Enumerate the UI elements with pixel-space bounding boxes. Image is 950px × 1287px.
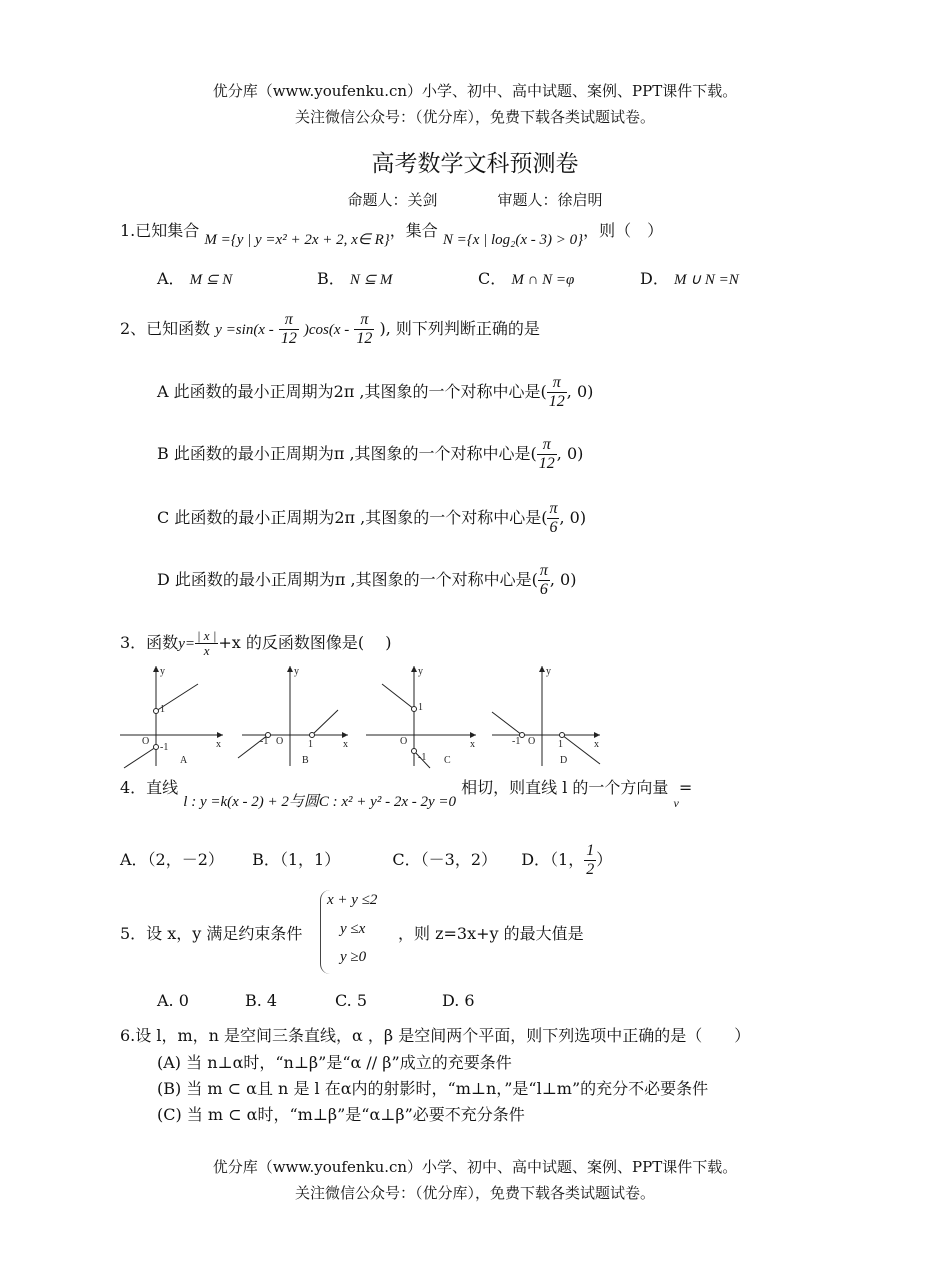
q3-a-letter: A: [180, 755, 188, 766]
q3-c-letter: C: [444, 755, 451, 766]
q3-a-label-y: y: [160, 666, 165, 677]
q2-option-b-num: π: [537, 436, 557, 455]
q4-options: [120, 840, 612, 880]
q1-option-b-expr: N ⊆ M: [349, 272, 393, 288]
q3-y: y=: [178, 636, 195, 652]
q2-option-c-text: C 此函数的最小正周期为2π ,其图象的一个对称中心是: [157, 508, 542, 527]
q2-frac-1: [279, 311, 299, 347]
q2-option-d-close: , 0): [549, 570, 577, 589]
q3-c-label-x: x: [470, 739, 475, 750]
q1-option-d-label: D．: [640, 269, 669, 288]
q2-frac-1-num: π: [279, 311, 299, 330]
q2-option-c-num: π: [549, 500, 558, 518]
q2-option-a-frac: [547, 374, 567, 410]
q3-d-letter: D: [560, 755, 568, 766]
q3-d-label-x: x: [594, 739, 599, 750]
q1-option-b: [317, 266, 392, 289]
q3-c-label-m1: -1: [418, 752, 427, 763]
q3-c-label-y: y: [418, 666, 423, 677]
q5-prefix: 5．设 x，y 满足约束条件: [120, 924, 303, 943]
header-line-1: 优分库（www.youfenku.cn）小学、初中、高中试题、案例、PPT课件下载。: [212, 82, 738, 100]
q3-a-label-x: x: [216, 739, 221, 750]
q1-option-d: [640, 266, 739, 289]
q2-frac-1-den: 12: [280, 330, 297, 347]
q4-option-d: D．（1，: [521, 850, 585, 869]
q3-d-label-1: 1: [558, 739, 563, 750]
q1-option-c: [478, 266, 574, 289]
q2-option-c-den: 6: [549, 519, 558, 536]
q1-option-b-label: B．: [317, 269, 345, 288]
q4-option-b: B．（1，1）: [252, 850, 341, 869]
q6-option-b: (B) 当 m ⊂ α且 n 是 l 在α内的射影时，“m⊥n，”是“l⊥m”的充分不必要条件: [157, 1079, 709, 1098]
q4-option-d-close: ）: [596, 850, 613, 869]
q3-b-letter: B: [302, 755, 309, 766]
q3-d-label-o: O: [528, 736, 536, 747]
q1-option-a: [157, 266, 232, 289]
q2-option-b-open: (: [530, 444, 537, 463]
q6-option-a: (A) 当 n⊥α时，“n⊥β”是“α // β”成立的充要条件: [157, 1053, 512, 1072]
q5-constraint-3: y ≥0: [340, 949, 367, 965]
q5-constraint-1: x + y ≤2: [327, 892, 378, 908]
q3-b-label-m1: -1: [260, 736, 269, 747]
q4-half-den: 2: [586, 861, 595, 878]
q3-b-label-1: 1: [308, 739, 313, 750]
q3-graph-c: [366, 666, 476, 768]
q1-set-m: M ={y | y =x² + 2x + 2, x∈ R}: [204, 232, 390, 248]
q1-option-c-label: C．: [478, 269, 507, 288]
q3-a-label-m1: -1: [160, 742, 169, 753]
q4-vector: v: [673, 796, 679, 810]
q2-prefix: 2、已知函数: [120, 319, 211, 338]
q3-a-label-o: O: [142, 736, 150, 747]
q2-option-a-text: A 此函数的最小正周期为2π ,其图象的一个对称中心是: [157, 382, 541, 401]
q3-a-label-1: 1: [160, 704, 165, 715]
q2-option-a-num: π: [547, 374, 567, 393]
q3-frac: [195, 629, 218, 659]
q3-graph-d: [492, 666, 600, 766]
q6-option-c: (C) 当 m ⊂ α时，“m⊥β”是“α⊥β”必要不充分条件: [157, 1105, 525, 1124]
q2-option-b-text: B 此函数的最小正周期为π ,其图象的一个对称中心是: [157, 444, 531, 463]
q2-option-b-den: 12: [538, 455, 555, 472]
q2-option-a-den: 12: [548, 393, 565, 410]
q3-b-label-y: y: [294, 666, 299, 677]
q3-prefix: 3．函数: [120, 633, 179, 652]
q2-option-d-frac: [538, 562, 550, 598]
q1-option-c-expr: M ∩ N =φ: [511, 272, 575, 288]
q5-option-c: C. 5: [335, 991, 368, 1010]
q2-option-a-close: , 0): [566, 382, 594, 401]
header-line-2: 关注微信公众号：（优分库），免费下载各类试题试卷。: [294, 108, 655, 126]
q3-b-label-o: O: [276, 736, 284, 747]
q4-stem: [120, 775, 693, 810]
q2-option-c-frac: [547, 500, 559, 536]
q2-stem: [120, 305, 540, 354]
q1-option-d-expr: M ∪ N =N: [673, 272, 739, 288]
q2-option-b: [157, 430, 583, 478]
q2-option-d-den: 6: [539, 581, 548, 598]
page-title: 高考数学文科预测卷: [371, 151, 579, 177]
q3-frac-num: | x |: [196, 627, 217, 643]
q1-set-n: N ={x | log₂(x - 3) > 0}: [442, 232, 584, 248]
q3-c-label-1: 1: [418, 702, 423, 713]
q3-c-label-o: O: [400, 736, 408, 747]
q1-suffix: ，则（ ）: [583, 221, 664, 240]
q2-option-d-num: π: [539, 562, 548, 580]
q1-prefix: 1.已知集合: [120, 221, 200, 240]
q4-prefix: 4．直线: [120, 778, 179, 797]
q4-option-a: A．（2，－2）: [120, 850, 224, 869]
q2-option-a-open: (: [540, 382, 547, 401]
q2-func-b: )cos(x -: [303, 322, 350, 338]
q3-frac-den: x: [203, 643, 210, 658]
q2-option-c-close: , 0): [559, 508, 587, 527]
q2-option-c-open: (: [541, 508, 548, 527]
q3-graphs: [118, 662, 618, 770]
q5-constraint-2: y ≤x: [340, 921, 366, 937]
q1-option-a-label: A．: [157, 269, 185, 288]
q2-option-b-close: , 0): [556, 444, 584, 463]
q3-stem: [120, 620, 391, 667]
q2-option-a: [157, 368, 593, 416]
q1-stem: [120, 218, 664, 248]
q2-func-c: ), 则下列判断正确的是: [379, 319, 540, 338]
q3-b-label-x: x: [343, 739, 348, 750]
q2-option-b-frac: [537, 436, 557, 472]
q5-option-d: D. 6: [442, 991, 475, 1010]
q2-option-d-text: D 此函数的最小正周期为π ,其图象的一个对称中心是: [157, 570, 532, 589]
q1-option-a-expr: M ⊆ N: [189, 272, 233, 288]
q4-half-num: 1: [586, 842, 595, 860]
q4-half-frac: [584, 842, 596, 878]
q6-stem: 6.设 l，m，n 是空间三条直线，α ，β 是空间两个平面，则下列选项中正确的是（ ）: [120, 1026, 751, 1045]
q2-frac-2: [354, 311, 374, 347]
q1-mid: ，集合: [389, 221, 438, 240]
footer-line-1: 优分库（www.youfenku.cn）小学、初中、高中试题、案例、PPT课件下载。: [212, 1158, 738, 1176]
q2-frac-2-num: π: [354, 311, 374, 330]
q3-graph-a: [120, 666, 223, 768]
q4-option-c: C．（－3，2）: [392, 850, 498, 869]
q2-option-d-open: (: [531, 570, 538, 589]
q2-option-d: [157, 556, 576, 604]
q3-d-label-y: y: [546, 666, 551, 677]
q4-suffix: 相切，则直线 l 的一个方向量: [461, 778, 669, 797]
q3-graph-b: [238, 666, 348, 766]
q2-func-a: y =sin(x -: [215, 322, 274, 338]
q2-frac-2-den: 12: [356, 330, 373, 347]
q3-suffix: +x 的反函数图像是( ): [218, 633, 392, 652]
q5-option-b: B. 4: [245, 991, 278, 1010]
q5-option-a: A. 0: [157, 991, 189, 1010]
q2-option-c: [157, 494, 586, 542]
q3-d-label-m1: -1: [512, 736, 521, 747]
q4-eq: =: [678, 778, 693, 797]
authors-line: 命题人：关剑 审题人：徐启明: [347, 191, 603, 209]
q5-suffix: ，则 z=3x+y 的最大值是: [398, 924, 584, 943]
q4-expr: l : y =k(x - 2) + 2与圆C : x² + y² - 2x - 2y =0: [183, 794, 457, 810]
footer-line-2: 关注微信公众号：（优分库），免费下载各类试题试卷。: [294, 1184, 655, 1202]
